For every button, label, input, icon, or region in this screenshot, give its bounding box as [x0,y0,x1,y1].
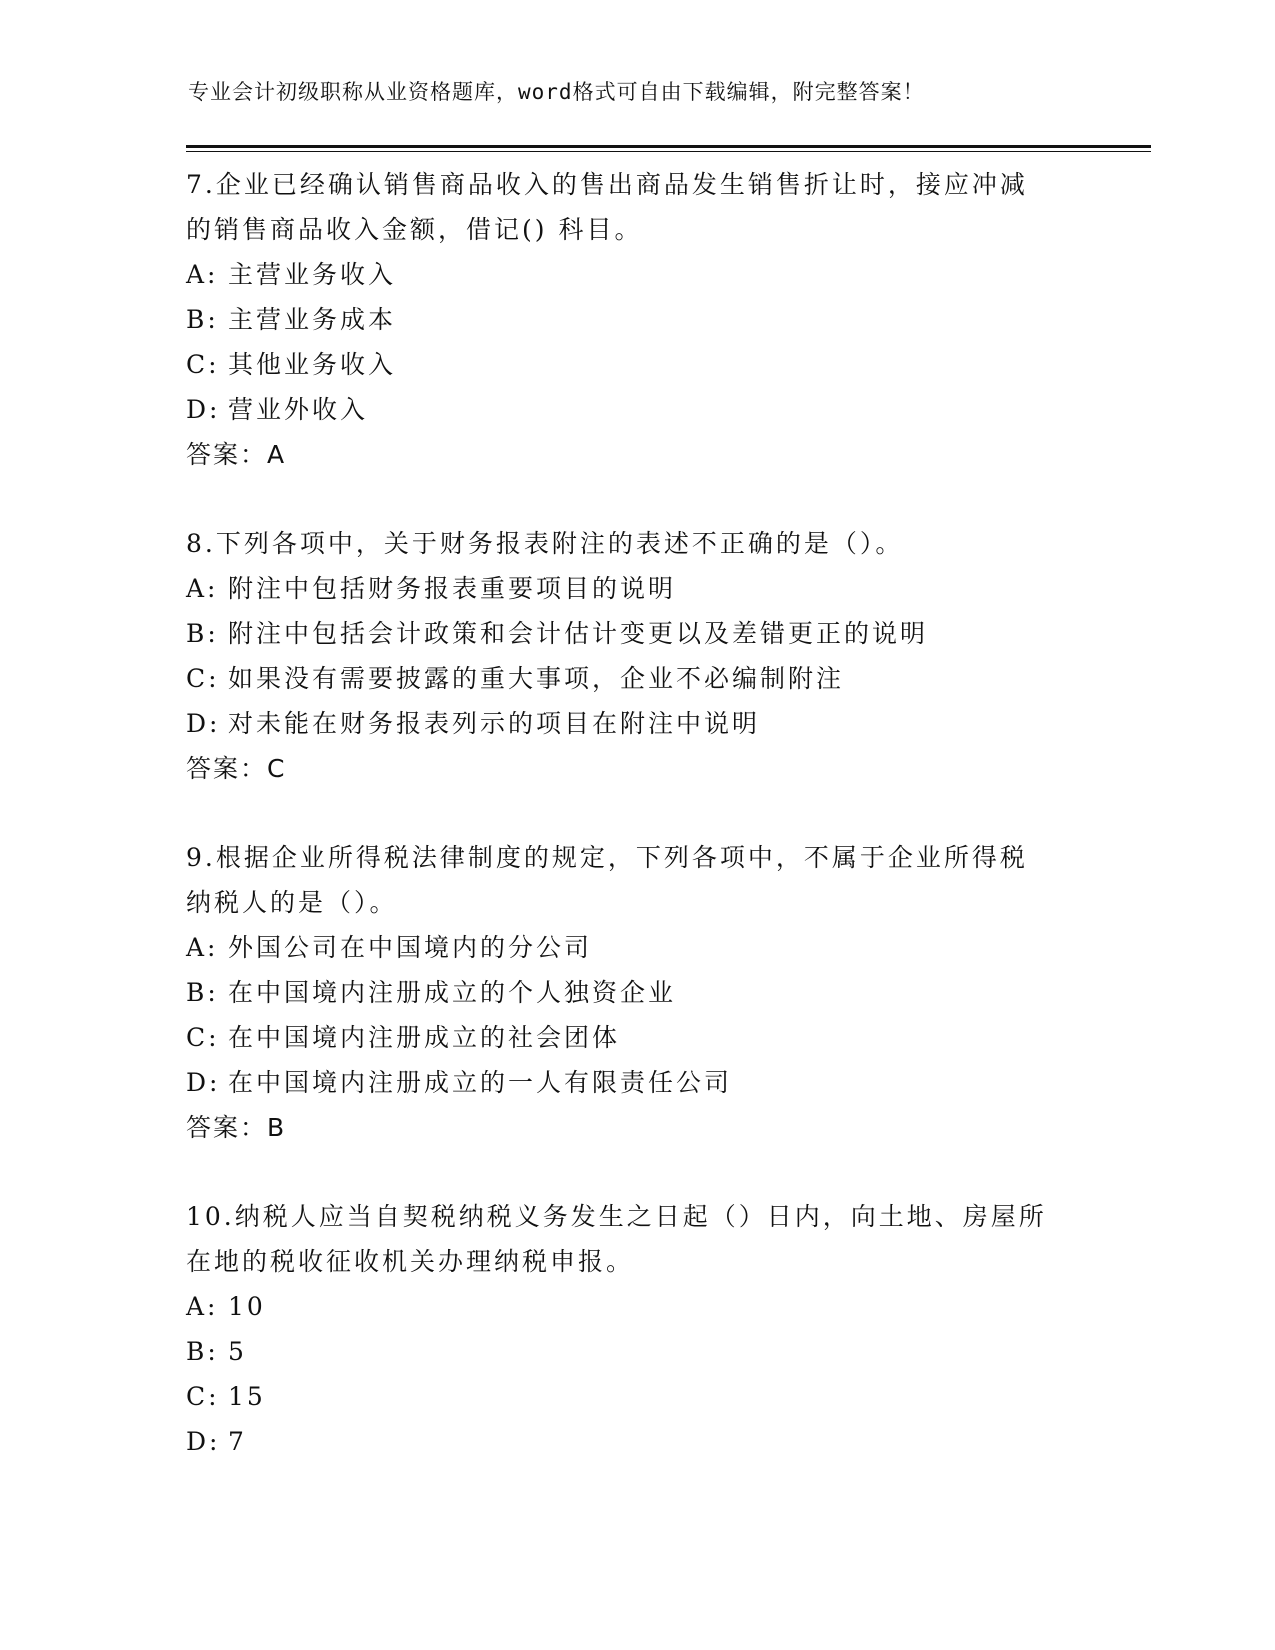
option-a [186,925,1086,970]
option-key: B: [186,619,219,648]
question-list [186,162,1086,1508]
option-text: 附注中包括会计政策和会计估计变更以及差错更正的说明 [228,619,929,648]
option-key: C: [186,350,220,379]
option-key: A: [186,933,219,962]
header-rule-thick [186,145,1151,148]
question-8 [186,521,1086,791]
option-key: B: [186,1337,219,1366]
question-stem-line: 纳税人的是（）。 [186,888,398,917]
option-key: A: [186,260,219,289]
question-stem-line: 8.下列各项中，关于财务报表附注的表述不正确的是（）。 [186,529,904,558]
question-stem [186,835,1086,925]
option-key: A: [186,574,219,603]
option-key: B: [186,305,219,334]
page-header: 专业会计初级职称从业资格题库，word格式可自由下载编辑，附完整答案！ [188,80,925,104]
option-text: 其他业务收入 [228,350,397,379]
option-text: 在中国境内注册成立的社会团体 [228,1023,621,1052]
option-key: D: [186,1068,221,1097]
question-10 [186,1194,1086,1464]
option-b [186,297,1086,342]
option-text: 主营业务收入 [228,260,397,289]
option-d [186,1060,1086,1105]
option-key: C: [186,1023,220,1052]
question-stem-line: 在地的税收征收机关办理纳税申报。 [186,1247,635,1276]
option-text: 如果没有需要披露的重大事项，企业不必编制附注 [228,664,845,693]
question-stem-line: 7.企业已经确认销售商品收入的售出商品发生销售折让时，接应冲减 [186,170,1028,199]
header-rule-thin [186,151,1151,152]
option-c [186,1015,1086,1060]
question-9 [186,835,1086,1150]
option-d [186,1419,1086,1464]
option-text: 外国公司在中国境内的分公司 [228,933,593,962]
option-text: 5 [228,1337,247,1366]
option-c [186,1374,1086,1419]
option-c [186,342,1086,387]
option-text: 对未能在财务报表列示的项目在附注中说明 [228,709,761,738]
answer: 答案：C [186,754,287,783]
question-stem [186,521,1086,566]
option-text: 在中国境内注册成立的一人有限责任公司 [228,1068,733,1097]
option-text: 15 [228,1382,266,1411]
question-7 [186,162,1086,477]
option-text: 10 [228,1292,266,1321]
option-a [186,1284,1086,1329]
option-text: 营业外收入 [228,395,369,424]
option-a [186,566,1086,611]
question-stem [186,1194,1086,1284]
option-text: 7 [228,1427,247,1456]
option-key: D: [186,709,221,738]
option-b [186,1329,1086,1374]
question-stem [186,162,1086,252]
option-text: 在中国境内注册成立的个人独资企业 [228,978,677,1007]
option-b [186,611,1086,656]
option-c [186,656,1086,701]
option-key: D: [186,1427,221,1456]
question-stem-line: 9.根据企业所得税法律制度的规定，下列各项中，不属于企业所得税 [186,843,1028,872]
question-stem-line: 10.纳税人应当自契税纳税义务发生之日起（）日内，向土地、房屋所 [186,1202,1047,1231]
option-b [186,970,1086,1015]
option-text: 主营业务成本 [228,305,397,334]
option-key: D: [186,395,221,424]
option-key: C: [186,1382,220,1411]
answer: 答案：B [186,1113,287,1142]
option-key: A: [186,1292,219,1321]
option-key: C: [186,664,220,693]
option-a [186,252,1086,297]
answer: 答案：A [186,440,287,469]
option-text: 附注中包括财务报表重要项目的说明 [228,574,677,603]
option-d [186,701,1086,746]
option-d [186,387,1086,432]
question-stem-line: 的销售商品收入金额，借记() 科目。 [186,215,643,244]
option-key: B: [186,978,219,1007]
